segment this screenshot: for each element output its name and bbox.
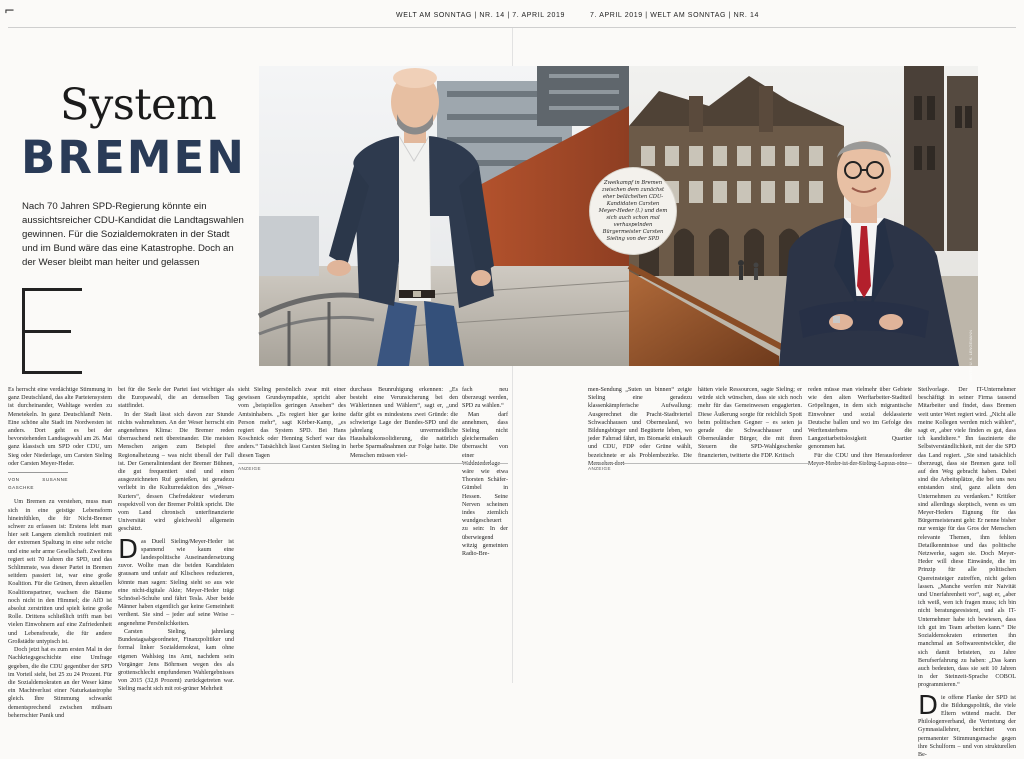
paragraph-2: Um Bremen zu verstehen, muss man sich in eine geistige Lebensform hineinfühlen, die für Nicht-Bremer schwer zu erfassen ist: Erstens lebt man hier seit Langem ziemlich routiniert mit der extremen Spaltung in eine sehr reiche und eine sehr arme Gesellschaft. Zweitens regiert seit 70 Jahren die SPD, und das Schlimmste, was dieser Partei in Bremen seitdem passiert ist, war eine große Koalition. Für die Grünen, ihren aktuellen Koalitionspartner, wachsen die Bäume noch nicht in den Himmel; die AfD ist absolut zerstritten und spielt keine große Rolle. Drittens schließlich trifft man bei vielen Einwohnern auf eine Zufriedenheit und Lebensfreude, die für andere Großstädte untypisch ist. [8, 499, 112, 645]
column-9 [918, 386, 1016, 758]
column-5 [462, 386, 508, 558]
photo-sieling-art [629, 66, 978, 366]
dropcap-d: D [118, 534, 139, 565]
paragraph-14: reden müsse man vielmehr über Gebiete wie den alten Werftarbeiter-Stadtteil Gröpelingen, in dem sich migrantische Einwohner und sozial deklassierte Deutsche ballen und wo im Gefolge des Werftensterbens die Langzeitarbeitslosigkeit Quartier genommen hat. [808, 387, 912, 451]
column-7 [698, 386, 802, 462]
photo-meyer-heder [259, 66, 629, 366]
column-2 [118, 386, 234, 693]
photo-sieling [629, 66, 978, 366]
paragraph-16: Steilvorlage. Der IT-Unternehmer beschäftigt in seiner Firma tausend Mitarbeiter und findet, dass Bremen weit unter Wert regiert wird. „Nicht alle meine Kollegen werden mich wählen“, sagt er, „aber viele finden es gut, dass ich kandidiere.“ Ihn faszinierte die Selbstverständlichkeit, mit der die SPD das Land regiert. „Sie sind tatsächlich überzeugt, dass sie Bremen ganz toll auf den Weg gebracht haben. Dabei sind die Arbeitsplätze, die bei uns neu entstanden sind, ganz allein den Unternehmen zu verdanken.“ Kritiker sind allerdings skeptisch, wenn es um Meyer-Heders Eignung für das Bürgermeisteramt geht: Er nenne bisher nur wenige für das Gros der Menschen relevante Themen, ihm fehlten Detailkenntnisse und das politische Netzwerke, sagen sie. Doch Meyer-Heder will diese Einwände, die im Prinzip für alle politischen Quereinsteiger zutreffen, nicht gelten lassen. „Manche werfen mir Naivität und Unerfahrenheit vor“, sagt er, „aber ich weiß, wen ich fragen muss; ich bin nicht beratungsresistent, und als IT-Unternehmer habe ich bewiesen, dass ich gut im Team arbeiten kann.“ Die Sozialdemokraten erinnerten ihn manchmal an Softwareentwickler, die sich damit brüsteten, zu Jahre Berufserfahrung zu haben: „Das kann auch bedeuten, dass sie seit 10 Jahren in der Steinzeit-Sprache COBOL programmieren.“ [918, 387, 1016, 689]
ad-rule-right [588, 463, 912, 464]
dropcap-e-graphic [22, 288, 82, 374]
folio-left: WELT AM SONNTAG | NR. 14 | 7. APRIL 2019 [396, 12, 565, 19]
paragraph-6: Das Duell Sieling/Meyer-Heder ist spannend wie kaum eine landespolitische Auseinandersetzung zuvor. Wollte man die beiden Kandidaten grausam und unfair auf Klischees reduzieren, könnte man sagen: Sieling sieht so aus wie eine nicht-digitale Akte; Meyer-Heder trägt Schnösel-Schuhe und fährt Tesla. Aber beide Männer haben eigentlich gar keine Gemeinheit verdient. Sie sind – jeder auf seine Weise – angenehme Persönlichkeiten. [118, 534, 234, 627]
paragraph-4: bei für die Seele der Partei fast wichtiger als die Europawahl, die an demselben Tag stattfindet. [118, 387, 234, 410]
paragraph-3: Doch jetzt hat es zum ersten Mal in der Nachkriegsgeschichte eine Umfrage gegeben, die die CDU gegenüber der SPD im Vorteil sieht, bei 25 zu 24 Prozent. Für die Sozialdemokraten an der Weser käme ein Machtverlust einer Naturkatastrophe gleich. Ihre Stimmung schwankt dementsprechend zwischen mühsam beherrschter Panik und [8, 647, 112, 719]
dropcap-d-2: D [918, 690, 939, 721]
headline-line-2: BREMEN [21, 131, 246, 184]
paragraph-11: Man darf annehmen, dass Sieling nicht gleichermaßen überrascht von einer wäre wie etwa Thorsten Schäfer-Gümbel in Hessen. Seine Nerven scheinen indes ziemlich wundgescheuert zu sein: In der überwiegend witzig gemeinten Radio-Bre- [462, 411, 508, 558]
folio-right: 7. APRIL 2019 | WELT AM SONNTAG | NR. 14 [590, 12, 759, 19]
byline: VON SUSANNE GASCHKE [8, 472, 68, 492]
ad-label-right: ANZEIGE [588, 466, 611, 471]
paragraph-1: Es herrscht eine verdächtige Stimmung in ganz Deutschland, das alte Parteiensystem ist durcheinander, Wahltage werden zu Menetekeln. In ganz Deutschland! Nein. Eine schöne alte Stadt im Nordwesten ist anders. Dort geht es bei der bevorstehenden Landtagswahl am 26. Mai ganz klassisch um SPD oder CDU, um Sieg oder Niederlage, um Carsten Sieling oder Carsten Meyer-Heder. [8, 387, 112, 467]
column-4 [350, 386, 458, 462]
column-8 [808, 386, 912, 462]
headline-line-1: System [60, 80, 217, 130]
paragraph-9: durchaus Beunruhigung erkennen: „Es besteht eine Verunsicherung bei den Wählerinnen und Wählern“, sagt er, „und dafür gibt es mindestens zwei Gründe: die schwierige Lage der Bundes-SPD und die jahrelang unvermeidliche Haushaltskonsolidierung, die natürlich herbe Sparmaßnahmen zur Folge hatte. Die Menschen müssen viel- [350, 387, 458, 459]
photo-credit: MARTIN U. K. LENGEMANN [968, 330, 973, 382]
photo-meyer-heder-art [259, 66, 629, 366]
column-3 [238, 386, 346, 462]
ad-rule-left [238, 463, 508, 464]
paragraph-13: hätten viele Ressourcen, sagte Sieling; er würde sich wünschen, dass sie sich noch mehr für das Gemeinwesen engagierten. Diese Äußerung sorgte für reichlich Spott beim politischen Gegner – es seien ja gerade die Schwachhauser und Oberneuländer Bürger, die mit ihren Steuern die SPD-Wahlgeschenke finanzierten, twitterte die FDP. Kritisch [698, 387, 802, 459]
photo-caption: Zweikampf in Bremen zwischen dem zunächst eher belächelten CDU-Kandidaten Carsten Meyer-Heder (l.) und dem sich auch schon mal verhaspelnden Bürgermeister Carsten Sieling von der SPD [590, 168, 676, 254]
paragraph-7: Carsten Sieling, jahrelang Bundestagsabgeordneter, Finanzpolitiker und formal linker Sozialdemokrat, kam ohne eigenen Wahlsieg ins Amt, nachdem sein Vorgänger Jens Böhrnsen wegen des als grottenschlecht empfundenen Wahlergebnisses von 2015 (32,8 Prozent) zurückgetreten war. Sieling macht sich mit rot-grüner Mehrheit [118, 628, 234, 693]
paragraph-5: In der Stadt lässt sich davon zur Stunde nichts wahrnehmen. An der Weser herrscht ein angenehmes Klima: Die Bremer reden überraschend nett übereinander. Die meisten Menschen zeigen zum Beispiel ihre Regionalheizung – was nicht überall der Fall ist. Der Generalintendant der Bremer Bühnen, die gut frequentiert sind und einen ausgezeichneten Ruf genießen, ist geradezu verliebt in die Kulturredaktion des „Weser-Kuriers“, dessen Chefredakteur wiederum respektvoll von der Bremer Politik spricht. Die vom Land chronisch unterfinanzierte Universität wird gleichwohl allgemein geschätzt. [118, 411, 234, 533]
column-6 [588, 386, 692, 462]
column-1 [8, 386, 112, 719]
standfirst: Nach 70 Jahren SPD-Regierung könnte ein aussichtsreicher CDU-Kandidat die Landtagswahlen gewinnen. Für die Sozialdemokraten in der Stadt und im Bund wäre das eine Katastrophe. Doch an der Weser bleibt man heiter und gelassen [22, 201, 244, 268]
paragraph-10: fach neu überzeugt werden, SPD zu wählen.“ [462, 387, 508, 410]
paragraph-15: Für die CDU und ihre Herausforderer [814, 452, 912, 459]
paragraph-12: men-Sendung „Suten un binnen“ zeigte Sieling eine geradezu klassenkämpferische Aufwallung: Ausgerechnet die Pracht-Stadtviertel Schwachhausen und Oberneuland, wo Bildungsbürger und Begüterte leben, wo jeder Fahrrad fährt, im Biomarkt einkauft und CDU, FDP oder Grüne wählt, bezeichnete er als Problembezirke. Die [588, 387, 692, 459]
crop-mark-icon: ⌐ [4, 4, 15, 19]
ad-label-left: ANZEIGE [238, 466, 261, 471]
paragraph-8: sieht Sieling persönlich zwar mit einer gewissen Grundsympathie, spricht aber vom „beispiellos geringen Ansehen“ des Amtsinhabers. „Es regiert hier gar keine Person mehr“, sagt Körber-Kamp, „es regiert das System SPD. Bei Hans Koschnick oder Henning Scherf war das anders.“ Tatsächlich lässt Carsten Sieling in diesen Tagen [238, 387, 346, 459]
paragraph-17: Die offene Flanke der SPD ist die Bildungspolitik, die viele Eltern wütend macht. Der Philologenverband, die Vertretung der Gymnasiallehrer, berichtet von permanenter Stimmungsmache gegen ihre Schulform – und von strukturellen Be- [918, 690, 1016, 758]
